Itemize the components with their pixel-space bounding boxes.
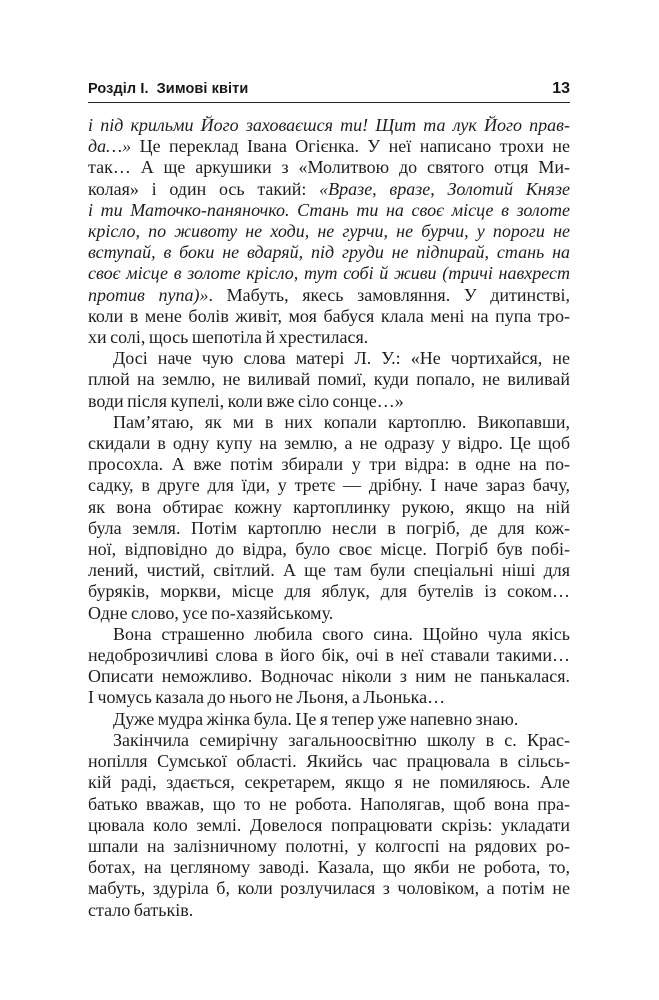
body-line bbox=[88, 645, 570, 666]
text-segment: як вона обтирає кожну картоплинку рукою, якщо на ній bbox=[88, 496, 570, 517]
paragraph bbox=[88, 412, 570, 624]
text-segment: нопілля Сумської області. Якийсь час працювала в сільсь- bbox=[88, 751, 570, 772]
italic-text-segment: вступай, в боки не вдаряй, під груди не підпирай, стань на bbox=[88, 242, 570, 263]
body-line bbox=[88, 709, 570, 730]
body-line bbox=[88, 306, 570, 327]
text-segment: плюй на землю, не виливай помиї, куди попало, не виливай bbox=[88, 369, 570, 390]
body-line bbox=[88, 603, 570, 624]
body-line bbox=[88, 369, 570, 390]
text-segment: просохла. А вже потім збирали у три відра: в одне на по- bbox=[88, 454, 570, 475]
body-line bbox=[88, 157, 570, 178]
chapter-label: Розділ І. bbox=[88, 81, 149, 97]
body-line bbox=[88, 136, 570, 157]
body-line bbox=[88, 497, 570, 518]
text-segment: Вона страшенно любила свого сина. Щойно чула якісь bbox=[113, 623, 570, 644]
text-segment: буряків, моркви, місце для яблук, для бутелів із соком… bbox=[88, 581, 570, 602]
body-line bbox=[88, 327, 570, 348]
text-block bbox=[88, 115, 570, 921]
body-line bbox=[88, 857, 570, 878]
text-segment: шпали на залізничному полотні, у колгоспі на рядових ро- bbox=[88, 835, 570, 856]
text-segment: води після купелі, коли вже сіло сонце…» bbox=[88, 390, 404, 411]
text-segment: була земля. Потім картоплю несли в погріб, де для кож- bbox=[88, 517, 570, 538]
body-line bbox=[88, 751, 570, 772]
body-line bbox=[88, 433, 570, 454]
header-left bbox=[88, 82, 248, 97]
paragraph bbox=[88, 348, 570, 412]
page-number: 13 bbox=[552, 80, 570, 97]
body-line bbox=[88, 263, 570, 284]
italic-text-segment: против пупа)» bbox=[88, 284, 209, 305]
text-segment: Пам’ятаю, як ми в них копали картоплю. Викопавши, bbox=[113, 411, 570, 432]
paragraph bbox=[88, 730, 570, 921]
body-line bbox=[88, 900, 570, 921]
text-segment: ботах, на цегляному заводі. Казала, що якби не робота, то, bbox=[88, 857, 570, 878]
italic-text-segment: да…» bbox=[88, 136, 140, 157]
body-line bbox=[88, 348, 570, 369]
paragraph bbox=[88, 624, 570, 709]
text-segment: Дуже мудра жінка була. Це я тепер уже напевно знаю. bbox=[113, 708, 519, 729]
body-line bbox=[88, 391, 570, 412]
body-line bbox=[88, 475, 570, 496]
text-segment: колая» і один ось такий: bbox=[88, 178, 320, 199]
body-line bbox=[88, 518, 570, 539]
text-segment: Досі наче чую слова матері Л. У.: «Не чортихайся, не bbox=[113, 348, 570, 369]
italic-text-segment: «Вразе, вразе, Золотий Князе bbox=[319, 178, 571, 199]
text-segment: стало батьків. bbox=[88, 899, 194, 920]
paragraph bbox=[88, 709, 570, 730]
body-line bbox=[88, 624, 570, 645]
italic-text-segment: крісло, по животу не ходи, не гурчи, не бурчи, у пороги не bbox=[88, 221, 570, 242]
text-segment: батько вважав, що то не робота. Наполягав, щоб вона пра- bbox=[88, 793, 570, 814]
body-line bbox=[88, 581, 570, 602]
body-line bbox=[88, 878, 570, 899]
body-line bbox=[88, 179, 570, 200]
body-line bbox=[88, 242, 570, 263]
body-line bbox=[88, 115, 570, 136]
text-segment: коли в мене болів живіт, моя бабуся клала мені на пупа тро- bbox=[88, 305, 570, 326]
text-segment: садку, в друге для їди, у третє — дрібну. І наче зараз бачу, bbox=[88, 475, 570, 496]
text-segment: кій раді, здається, секретарем, якщо я не помиляюсь. Але bbox=[88, 772, 570, 793]
text-segment: І чомусь казала до нього не Льоня, а Льонька… bbox=[88, 687, 446, 708]
text-segment: мабуть, здуріла б, коли розлучилася з чоловіком, а потім не bbox=[88, 878, 570, 899]
body-line bbox=[88, 285, 570, 306]
chapter-title: Зимові квіти bbox=[156, 81, 249, 97]
body-line bbox=[88, 200, 570, 221]
body-line bbox=[88, 730, 570, 751]
text-segment: . Мабуть, якесь замовляння. У дитинстві, bbox=[208, 284, 571, 305]
body-line bbox=[88, 560, 570, 581]
text-segment: недоброзичливі слова в його бік, очі в неї ставали такими… bbox=[88, 645, 570, 666]
body-line bbox=[88, 794, 570, 815]
body-line bbox=[88, 666, 570, 687]
paragraph bbox=[88, 115, 570, 348]
text-segment: лений, чистий, світлий. А ще там були спеціальні ніші для bbox=[88, 560, 570, 581]
italic-text-segment: своє місце в золоте крісло, тут собі й живи (тричі навхрест bbox=[88, 263, 570, 284]
text-segment: ної, відповідно до відра, було своє місце. Погріб був побі- bbox=[88, 539, 570, 560]
text-segment: Це переклад Івана Огієнка. У неї написано трохи не bbox=[139, 136, 570, 157]
body-line bbox=[88, 454, 570, 475]
running-header bbox=[88, 81, 570, 103]
text-segment: Закінчила семирічну загальноосвітню школу в с. Крас- bbox=[113, 729, 570, 750]
text-segment: Одне слово, усе по-хазяйському. bbox=[88, 602, 334, 623]
body-line bbox=[88, 539, 570, 560]
body-line bbox=[88, 221, 570, 242]
body-line bbox=[88, 836, 570, 857]
body-line bbox=[88, 815, 570, 836]
body-line bbox=[88, 772, 570, 793]
body-line bbox=[88, 687, 570, 708]
text-segment: так… А ще аркушики з «Молитвою до святого отця Ми- bbox=[88, 157, 570, 178]
text-segment: хи солі, щось шепотіла й хрестилася. bbox=[88, 327, 369, 348]
text-segment: скидали в одну купу на землю, а не одразу у відро. Це щоб bbox=[88, 433, 570, 454]
text-segment: Описати неможливо. Водночас ніколи з ним не панькалася. bbox=[88, 666, 570, 687]
text-segment: цювала коло землі. Довелося попрацювати скрізь: укладати bbox=[88, 814, 570, 835]
italic-text-segment: і ти Маточко-паняночко. Стань ти на своє місце в золоте bbox=[88, 199, 570, 220]
italic-text-segment: і під крильми Його заховаєшся ти! Щит та лук Його прав- bbox=[88, 115, 570, 135]
body-line bbox=[88, 412, 570, 433]
